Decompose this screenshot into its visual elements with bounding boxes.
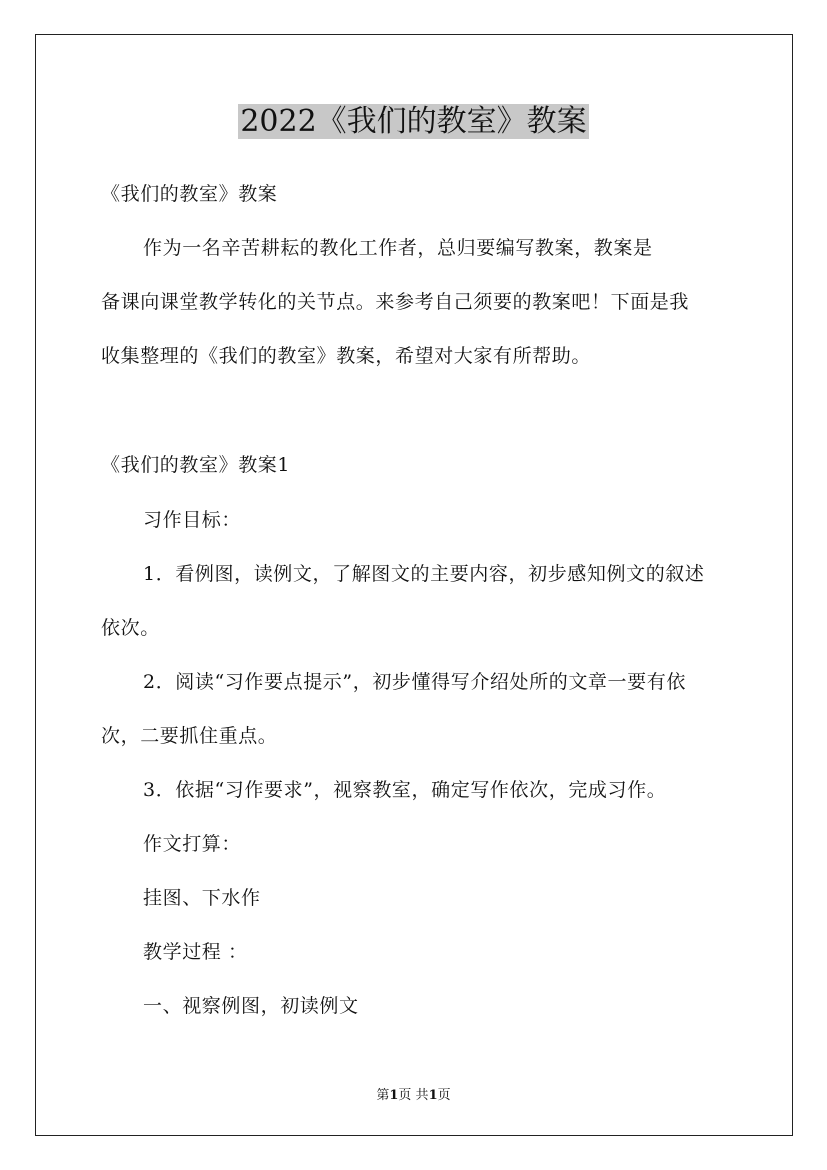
footer-prefix: 第 <box>376 1088 390 1103</box>
process-label: 教学过程 ： <box>143 941 248 963</box>
prep-label: 作文打算： <box>143 833 242 855</box>
document-title <box>0 100 827 144</box>
goal-3: 3．依据“习作要求”，视察教室，确定写作依次，完成习作。 <box>143 779 667 801</box>
footer-mid: 页 共 <box>398 1088 429 1103</box>
subtitle: 《我们的教室》教案 <box>101 183 278 205</box>
footer-suffix: 页 <box>437 1088 451 1103</box>
step-1: 一、视察例图，初读例文 <box>143 995 359 1017</box>
footer-page-total: 1 <box>428 1088 438 1103</box>
goal-2-line-1: 2．阅读“习作要点提示”，初步懂得写介绍处所的文章一要有依 <box>143 671 686 693</box>
goal-1-line-2: 依次。 <box>101 617 160 639</box>
document-title-text: 2022《我们的教室》教案 <box>240 104 587 139</box>
intro-line-2: 备课向课堂教学转化的关节点。来参考自己须要的教案吧！下面是我 <box>101 291 690 313</box>
goals-label: 习作目标： <box>143 509 242 531</box>
page-footer <box>0 1084 827 1103</box>
footer-page-num: 1 <box>389 1088 399 1103</box>
section-heading: 《我们的教室》教案1 <box>101 454 291 476</box>
goal-1-line-1: 1．看例图，读例文，了解图文的主要内容，初步感知例文的叙述 <box>143 563 705 585</box>
prep-items: 挂图、下水作 <box>143 887 261 909</box>
goal-2-line-2: 次，二要抓住重点。 <box>101 725 278 747</box>
intro-line-3: 收集整理的《我们的教室》教案，希望对大家有所帮助。 <box>101 345 592 367</box>
intro-line-1: 作为一名辛苦耕耘的教化工作者，总归要编写教案，教案是 <box>143 237 653 259</box>
